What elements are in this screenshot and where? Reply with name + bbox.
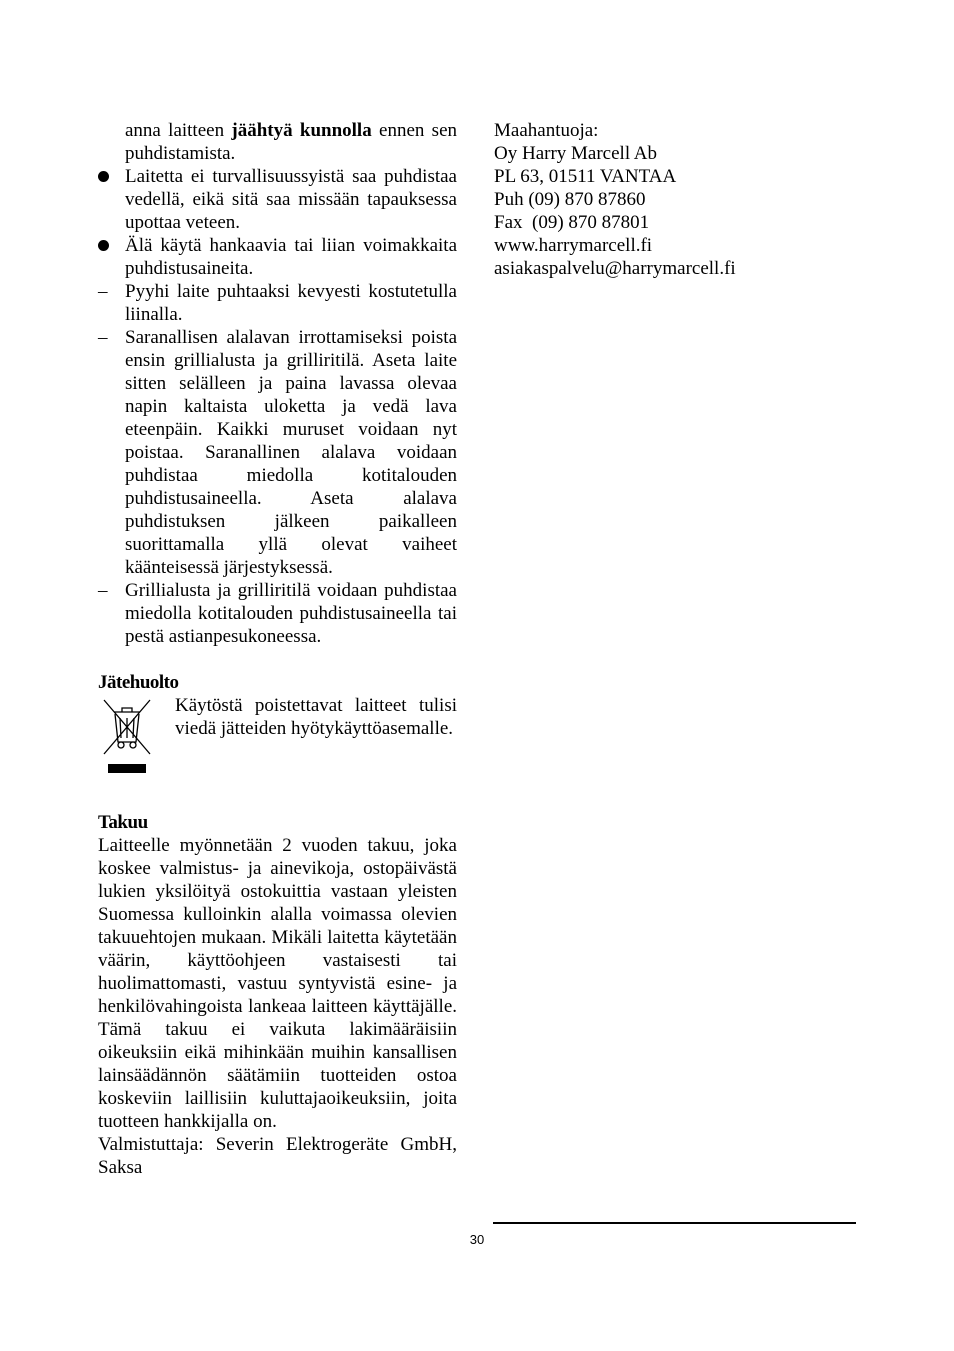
- importer-address: PL 63, 01511 VANTAA: [494, 166, 677, 187]
- intro-pre: anna laitteen: [125, 120, 232, 141]
- left-column: [98, 119, 457, 1179]
- importer-website: www.harrymarcell.fi: [494, 235, 653, 256]
- bullet-dot-icon: [98, 240, 109, 251]
- intro-bold: jäähtyä kunnolla: [231, 120, 372, 141]
- importer-email: asiakaspalvelu@harrymarcell.fi: [494, 258, 736, 279]
- intro-paragraph: [98, 119, 457, 165]
- dash-marker: –: [98, 327, 108, 348]
- dash-marker: –: [98, 580, 108, 601]
- footer-rule: [493, 1222, 856, 1224]
- list-item: [98, 326, 457, 579]
- manufacturer-text: Valmistuttaja: Severin Elektrogeräte GmbH, Saksa: [98, 1134, 457, 1178]
- page-number: 30: [469, 1232, 485, 1247]
- crossed-out-wheelie-bin-icon: [102, 698, 152, 774]
- warranty-heading: Takuu: [98, 812, 148, 833]
- importer-label: Maahantuoja:: [494, 120, 599, 141]
- disposal-heading: Jätehuolto: [98, 672, 179, 693]
- intro-post: ennen sen puhdistamista.: [125, 120, 457, 164]
- bullet-marker: [98, 165, 118, 188]
- bullet-marker: [98, 234, 118, 257]
- warranty-text: Laitteelle myönnetään 2 vuoden takuu, joka koskee valmistus- ja ainevikoja, ostopäivästä lukien yksilöityä ostokuittia vastaan yleisten Suomessa kulloinkin alalla voimassa olevien takuuehtojen mukaan. Mikäli laitetta käytetään väärin, käyttöohjeen vastaisesti tai huolimattomasti, vastuu syntyvistä esine- ja henkilövahingoista lankeaa laitteen käyttäjälle. Tämä takuu ei vaikuta lakimääräisiin oikeuksiin eikä mihinkään muihin kansallisen lainsäädännön säätämiin tuotteiden ostoa koskeviin laillisiin kuluttajaoikeuksiin, joita tuotteen hankkijalla on.: [98, 835, 457, 1132]
- bullet-dot-icon: [98, 171, 109, 182]
- list-item: [98, 579, 457, 648]
- list-item-text: Pyyhi laite puhtaaksi kevyesti kostutetulla liinalla.: [125, 281, 457, 325]
- list-item-text: Älä käytä hankaavia tai liian voimakkaita puhdistusaineita.: [125, 235, 457, 279]
- disposal-text: Käytöstä poistettavat laitteet tulisi viedä jätteiden hyötykäyttöasemalle.: [175, 695, 457, 739]
- importer-company: Oy Harry Marcell Ab: [494, 143, 658, 164]
- dash-marker: –: [98, 281, 108, 302]
- disposal-block: [98, 694, 457, 786]
- list-item-text: Laitetta ei turvallisuussyistä saa puhdistaa vedellä, eikä sitä saa missään tapauksessa upottaa veteen.: [125, 166, 457, 233]
- list-item: [98, 280, 457, 326]
- importer-phone: Puh (09) 870 87860: [494, 189, 646, 210]
- list-item-text: Saranallisen alalavan irrottamiseksi poista ensin grillialusta ja grilliritilä. Aseta laite sitten selälleen ja paina lavassa olevaa napin kaltaista uloketta ja vedä lava eteenpäin. Kaikki muruset voidaan nyt poistaa. Saranallinen alalava voidaan puhdistaa miedolla kotitalouden puhdistusaineella. Aseta alalava puhdistuksen jälkeen paikalleen suorittamalla yllä olevat vaiheet käänteisessä järjestyksessä.: [125, 327, 457, 578]
- list-item: [98, 234, 457, 280]
- list-item: [98, 165, 457, 234]
- importer-block: [494, 119, 874, 280]
- list-item-text: Grillialusta ja grilliritilä voidaan puhdistaa miedolla kotitalouden puhdistusaineella tai pestä astianpesukoneessa.: [125, 580, 457, 647]
- importer-fax: Fax (09) 870 87801: [494, 212, 650, 233]
